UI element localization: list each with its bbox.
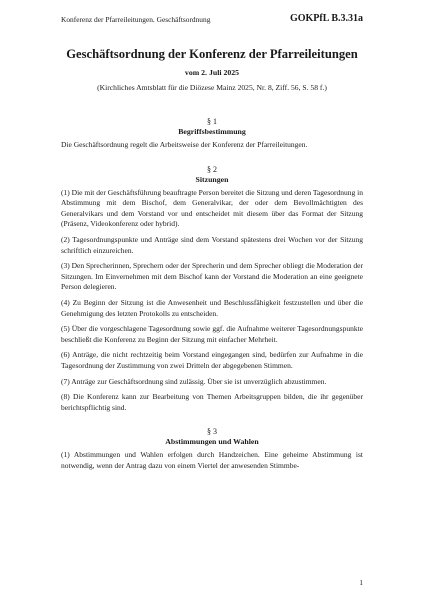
running-header-title: Konferenz der Pfarreileitungen. Geschäftsordnung — [61, 15, 211, 24]
paragraph: (3) Den Sprecherinnen, Sprechern oder der Sprecherin und dem Sprecher obliegt die Moderation der Sitzungen. Im Einvernehmen mit dem Bischof kann der Vorstand die Moderation an eine geeignete Person delegieren. — [61, 261, 363, 292]
section-number: § 2 — [207, 164, 217, 174]
paragraph: (6) Anträge, die nicht rechtzeitig beim Vorstand eingegangen sind, bedürfen zur Aufnahme in die Tagesordnung der Zustimmung von zwei Dritteln der abgegebenen Stimmen. — [61, 350, 363, 370]
section-number: § 3 — [207, 427, 217, 437]
paragraph: (4) Zu Beginn der Sitzung ist die Anwesenheit und Beschlussfähigkeit festzustellen und über die Genehmigung des letzten Protokolls zu entscheiden. — [61, 297, 363, 318]
document-title: Geschäftsordnung der Konferenz der Pfarreileitungen — [66, 47, 358, 61]
running-header — [61, 13, 363, 27]
section-title: Sitzungen — [195, 174, 229, 184]
section-2 — [61, 165, 363, 414]
section-number: § 1 — [207, 117, 217, 126]
paragraph: (8) Die Konferenz kann zur Bearbeitung von Themen Arbeitsgruppen bilden, die ihr gegenüber berichtspflichtig sind. — [61, 392, 363, 412]
paragraph: Die Geschäftsordnung regelt die Arbeitsweise der Konferenz der Pfarreileitungen. — [61, 140, 308, 149]
paragraph: (5) Über die vorgeschlagene Tagesordnung sowie ggf. die Aufnahme weiterer Tagesordnungspunkte beschließt die Konferenz zu Beginn der Sitzung mit einfacher Mehrheit. — [61, 324, 363, 344]
paragraph: (1) Abstimmungen und Wahlen erfolgen durch Handzeichen. Eine geheime Abstimmung ist notwendig, wenn der Antrag dazu von einem Viertel der anwesenden Stimmbe- — [61, 450, 363, 470]
paragraph: (7) Anträge zur Geschäftsordnung sind zulässig. Über sie ist unverzüglich abzustimmen. — [61, 376, 327, 386]
section-1 — [61, 117, 363, 151]
section-title: Abstimmungen und Wahlen — [165, 437, 259, 447]
document-body — [61, 117, 363, 481]
title-block — [61, 47, 363, 93]
section-title: Begriffsbestimmung — [178, 127, 246, 136]
page-number: 1 — [359, 578, 363, 587]
paragraph: (2) Tagesordnungspunkte und Anträge sind dem Vorstand spätestens drei Wochen vor der Sitzung schriftlich einzureichen. — [61, 234, 363, 255]
document-date: vom 2. Juli 2025 — [184, 68, 240, 77]
document-source: (Kirchliches Amtsblatt für die Diözese Mainz 2025, Nr. 8, Ziff. 56, S. 58 f.) — [97, 83, 327, 92]
paragraph: (1) Die mit der Geschäftsführung beauftragte Person bereitet die Sitzung und deren Tagesordnung in Abstimmung mit dem Bischof, dem Generalvikar, der oder dem Bevollmächtigten des Generalvikars und dem Vorstand vor und entscheidet mit diesem über das Format der Sitzung (Präsenz, Videokonferenz oder hybrid). — [61, 187, 363, 229]
document-code: GOKPfL B.3.31a — [289, 13, 363, 24]
section-3 — [61, 427, 363, 471]
